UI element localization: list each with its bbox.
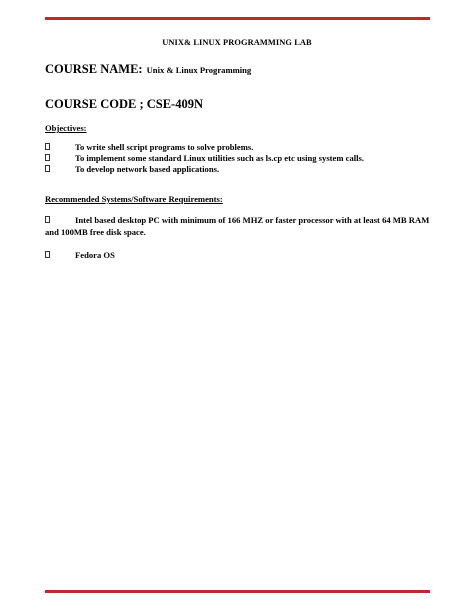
page-header: UNIX& LINUX PROGRAMMING LAB — [162, 38, 312, 47]
course-name-line — [45, 60, 251, 78]
missing-glyph-box-icon — [45, 216, 50, 223]
missing-glyph-box-icon — [45, 154, 50, 161]
list-item — [45, 249, 435, 261]
requirements-heading: Recommended Systems/Software Requirements: — [45, 194, 223, 204]
list-item — [45, 142, 435, 153]
list-item — [45, 153, 435, 164]
course-name-value: Unix & Linux Programming — [146, 65, 252, 75]
course-code-line: COURSE CODE ; CSE-409N — [45, 97, 204, 111]
bottom-rule — [45, 590, 430, 593]
missing-glyph-box-icon — [45, 165, 50, 172]
list-item — [45, 164, 435, 175]
objective-text: To write shell script programs to solve problems. — [75, 142, 254, 152]
requirement-text: Fedora OS — [75, 250, 115, 260]
objective-text: To develop network based applications. — [75, 164, 220, 174]
missing-glyph-box-icon — [45, 143, 50, 150]
requirement-text: Intel based desktop PC with minimum of 166 MHZ or faster processor with at least 64 MB RAM and 100MB free disk space. — [45, 215, 430, 237]
course-name-label: COURSE NAME: — [45, 62, 143, 76]
objective-text: To implement some standard Linux utilities such as ls.cp etc using system calls. — [75, 153, 365, 163]
list-item — [45, 214, 435, 238]
objectives-heading: Objectives: — [45, 123, 87, 133]
top-rule — [45, 17, 430, 20]
missing-glyph-box-icon — [45, 251, 50, 258]
objectives-list — [45, 142, 435, 175]
